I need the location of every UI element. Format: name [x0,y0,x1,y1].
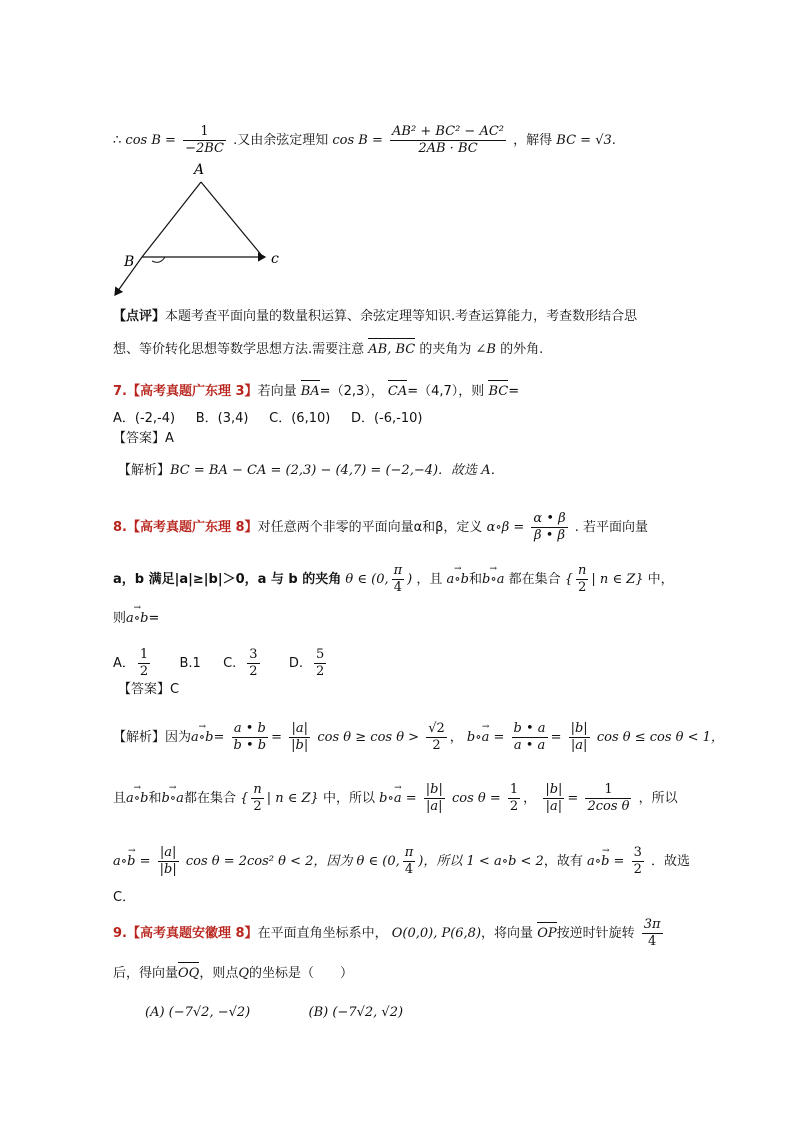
q9-options [145,1003,403,1023]
q8-definition-fraction: $\frac{\alpha • \beta}{\beta • \beta}$ [533,511,566,543]
q9-option-a: (A) (−7√2, −√2) [145,1005,251,1020]
cos-b-label: cos B = [125,133,176,148]
q7-answer: 【答案】A [113,431,174,446]
q9-option-b: (B) (−7√2, √2) [308,1005,404,1020]
therefore-symbol: ∴ [113,133,122,148]
q7-source: 【高考真题广东理 3】 [126,384,258,399]
q8-option-a: A． [113,656,135,671]
label-b: B [124,254,135,270]
vector-bc: BC [488,380,508,402]
vector-op: OP [537,922,556,944]
q7-options: A．(-2,-4) B．(3,4) C．(6,10) D．(-6,-10) [113,411,423,426]
comment-line-2: 想、等价转化思想等数学思想方法.需要注意 AB, BC 的夹角为 ∠B 的外角. [113,338,543,360]
side-ac [201,182,263,257]
q7-analysis: 【解析】BC = BA − CA = (2,3) − (4,7) = (−2,−4)．故选 A． [118,463,504,478]
q7-stem: 7.【高考真题广东理 3】若向量 BA=（2,3）， CA=（4,7），则 BC= [113,380,519,402]
q8-stem-line-3: 则→ a∘b= [113,609,159,629]
vector-ba: BA [301,380,320,402]
angle-arc [152,257,165,262]
q8-option-d: D. [288,656,304,671]
text-cosine-law: .又由余弦定理知 [233,133,329,148]
q7-number: 7. [113,384,127,399]
angle-b: ∠B [475,342,496,357]
q8-stem-line-1: 8.【高考真题广东理 8】对任意两个非零的平面向量α和β，定义 α∘β = $\frac{\alpha • \beta}{\beta • \beta}$ . 若平面向量 [113,511,649,543]
q9-source: 【高考真题安徽理 8】 [126,926,258,941]
q8-answer: 【答案】C [118,682,180,697]
q8-analysis-line-4: C． [113,890,136,905]
q8-stem-line-2: a，b 满足|a|≥|b|＞0，a 与 b 的夹角 θ ∈ (0, $\frac{\pi}{4}$ ) ，且 → a∘b和→ b∘a 都在集合 { $\frac{n}{2}$ | n ∈ Z} 中， [113,563,674,596]
triangle-figure [105,155,295,305]
q8-analysis-line-3: → a∘b = $\frac{|a|}{|b|}$ cos θ = 2cos² θ < 2，因为 θ ∈ (0, $\frac{\pi}{4}$ )，所以 1 < a∘b < 2，故有 → a∘b = $\frac{3}{2}$ ．故选 [113,845,690,878]
fraction-1: $\frac{1}{-2BC}$ [185,124,224,156]
q8-source: 【高考真题广东理 8】 [126,520,258,535]
q8-option-b: B.1 [179,656,201,671]
formula-line-1: ∴ cos B = $\frac{1}{-2BC}$ .又由余弦定理知 cos B = $\frac{\text{AB² + BC² − AC²}}{2AB \cdot BC}$ ，解得 BC = √3. [113,124,616,156]
vectors-ab-bc: AB, BC [368,338,415,360]
bc-result: BC = √3 [556,133,612,148]
vector-ca: CA [388,380,407,402]
comment-tag: 【点评】 [113,309,166,324]
q8-number: 8. [113,520,127,535]
cos-b-label-2: cos B = [332,133,383,148]
q8-analysis-line-1: 【解析】因为→ a∘b= $\frac{a • b}{b • b}$ = $\frac{|a|}{|b|}$ cos θ ≥ cos θ > $\frac{√2}{2}$ ， → b∘a = $\frac{b • a}{a • a}$ = $\frac{|b|}{|a|}$ cos θ ≤ cos θ < 1， [113,721,724,754]
label-c: c [271,251,279,267]
q9-stem-line-2: 后，得向量OQ，则点Q的坐标是（ ） [113,962,353,984]
vector-oq: OQ [178,962,199,984]
q8-analysis-line-2: 且→ a∘b和→ b∘a都在集合 { $\frac{n}{2}$ | n ∈ Z} 中，所以 → b∘a = $\frac{|b|}{|a|}$ cos θ = $\frac{1}{2}$ ， $\frac{|b|}{|a|}$ = $\frac{1}{\text{2cos θ}}$ ，所以 [113,782,678,815]
q9-stem-line-1: 9.【高考真题安徽理 8】在平面直角坐标系中， O(0,0), P(6,8)，将向量 OP按逆时针旋转 $\frac{3\pi}{4}$ [113,917,661,949]
q8-option-c: C. [223,656,237,671]
label-a: A [194,162,205,178]
q9-number: 9. [113,926,127,941]
comment-text-1: 本题考查平面向量的数量积运算、余弦定理等知识.考查运算能力，考查数形结合思 [165,309,638,324]
side-ab [142,182,201,257]
comment-line-1 [113,307,637,327]
text-solve: ，解得 [513,133,553,148]
fraction-cosine-law: $\frac{\text{AB² + BC² − AC²}}{2AB \cdot BC}$ [392,124,504,156]
q8-options: A． $\frac{1}{2}$ B.1 C. $\frac{3}{2}$ D. $\frac{5}{2}$ [113,647,325,679]
